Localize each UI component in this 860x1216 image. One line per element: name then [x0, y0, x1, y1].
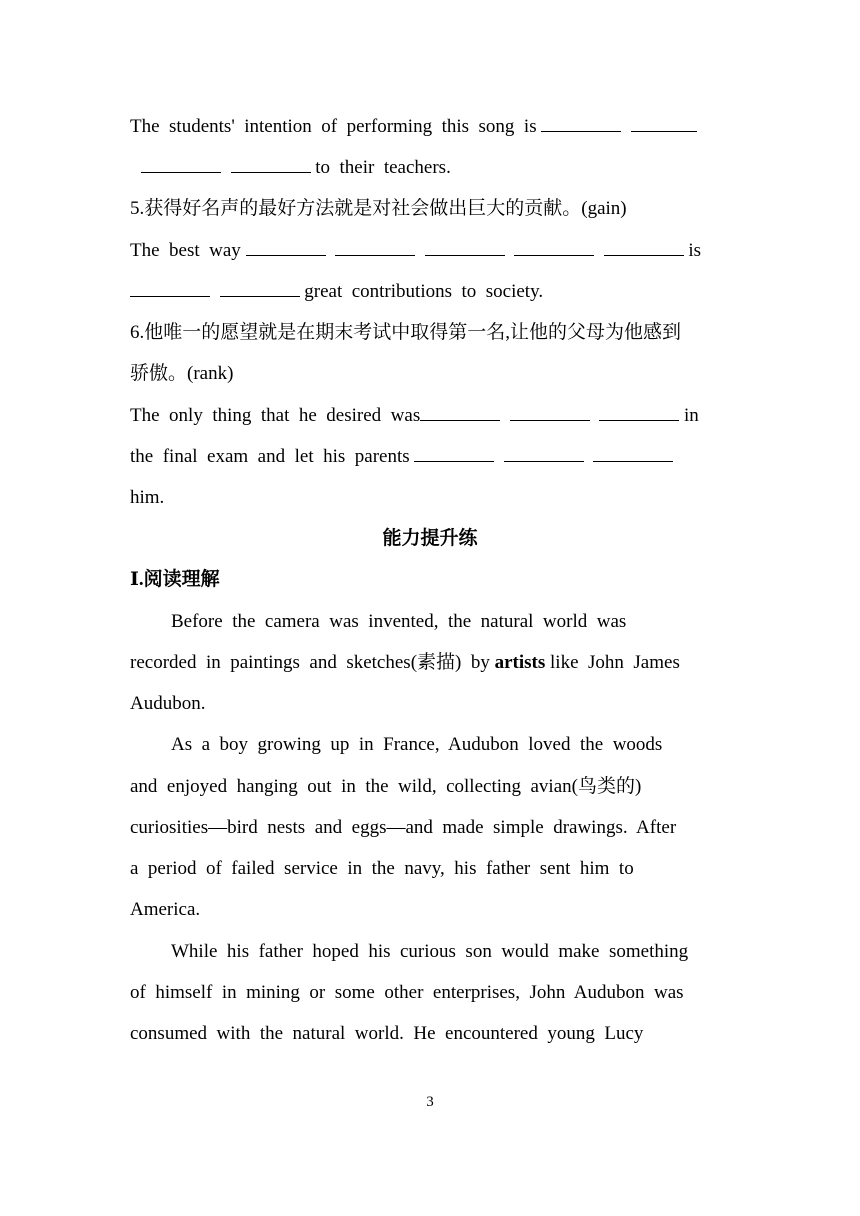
blank — [420, 403, 500, 421]
section-title: 能力提升练 — [382, 528, 478, 549]
blank — [335, 238, 415, 256]
q5-text-1: The best way — [130, 240, 246, 261]
blank — [631, 114, 697, 132]
passage-line: and enjoyed hanging out in the wild, collecting avian(鸟类的) — [130, 776, 642, 797]
passage-line: Audubon. — [130, 693, 206, 714]
blank — [599, 403, 679, 421]
passage-line: Before the camera was invented, the natural world was — [171, 611, 627, 632]
bold-keyword: artists — [494, 652, 546, 673]
q6-answer-line-2 — [130, 444, 673, 469]
blank — [593, 444, 673, 462]
q6-prompt-line-2: 骄傲。(rank) — [130, 363, 234, 384]
blank — [514, 238, 594, 256]
q5-text-2: is — [683, 240, 701, 261]
q5-answer-line-2 — [130, 279, 543, 304]
page-number: 3 — [426, 1094, 434, 1110]
q4-answer-line-1 — [130, 114, 697, 139]
passage-line: As a boy growing up in France, Audubon loved the woods — [171, 734, 663, 755]
blank — [414, 444, 494, 462]
passage-line: America. — [130, 899, 201, 920]
blank — [231, 155, 311, 173]
q5-text-3: great contributions to society. — [299, 281, 544, 302]
passage-text: like John James — [545, 652, 680, 673]
blank — [604, 238, 684, 256]
q4-answer-line-2 — [141, 155, 451, 180]
q6-text-2: in — [679, 405, 699, 426]
q5-prompt: 5.获得好名声的最好方法就是对社会做出巨大的贡献。(gain) — [130, 198, 627, 219]
passage-line: of himself in mining or some other enterprises, John Audubon was — [130, 982, 684, 1003]
passage-line: a period of failed service in the navy, his father sent him to — [130, 858, 634, 879]
blank — [425, 238, 505, 256]
passage-line: curiosities—bird nests and eggs—and made simple drawings. After — [130, 817, 677, 838]
blank — [141, 155, 221, 173]
passage-text: recorded in paintings and sketches(素描) by — [130, 652, 495, 673]
q6-text-1: The only thing that he desired was — [130, 405, 421, 426]
q4-text-2: to their teachers. — [310, 157, 451, 178]
q6-answer-line-1 — [130, 403, 699, 428]
q4-text-1: The students' intention of performing this song is — [130, 116, 542, 137]
blank — [220, 279, 300, 297]
passage-line: consumed with the natural world. He encountered young Lucy — [130, 1023, 644, 1044]
blank — [541, 114, 621, 132]
blank — [130, 279, 210, 297]
blank — [246, 238, 326, 256]
q6-text-3: the final exam and let his parents — [130, 446, 415, 467]
passage-line — [130, 651, 680, 675]
subsection-title: Ⅰ.阅读理解 — [130, 569, 220, 590]
blank — [510, 403, 590, 421]
passage-line: While his father hoped his curious son would make something — [171, 941, 689, 962]
q6-prompt-line-1: 6.他唯一的愿望就是在期末考试中取得第一名,让他的父母为他感到 — [130, 322, 682, 343]
blank — [504, 444, 584, 462]
q5-answer-line-1 — [130, 238, 701, 263]
q6-answer-line-3: him. — [130, 487, 165, 508]
